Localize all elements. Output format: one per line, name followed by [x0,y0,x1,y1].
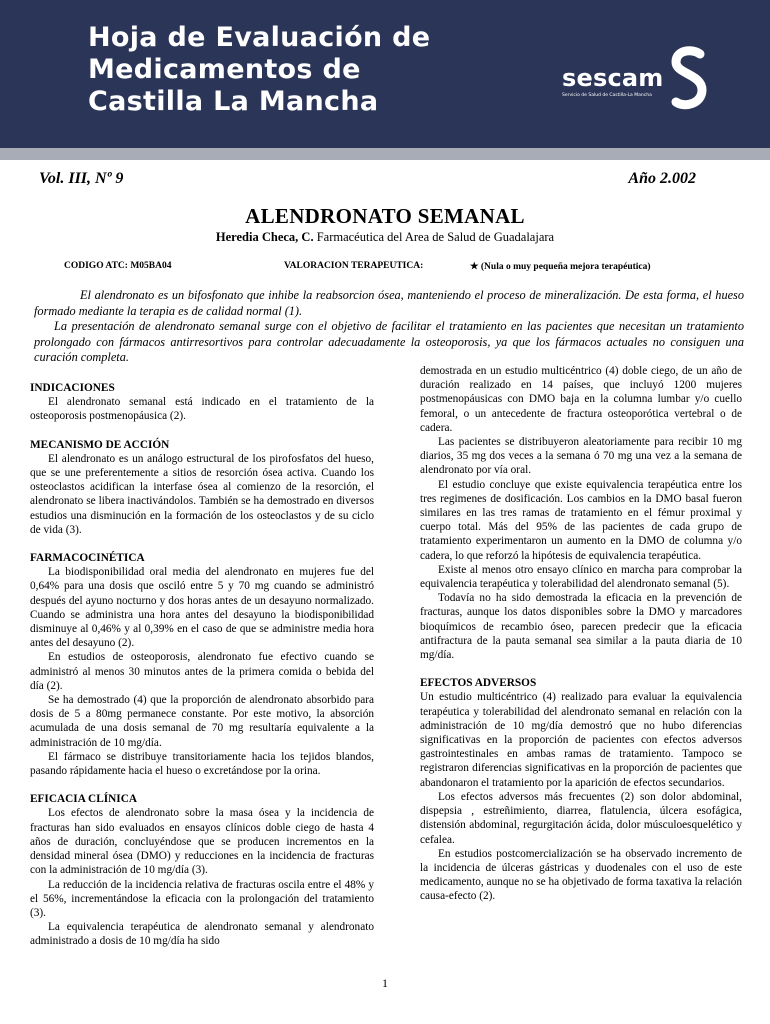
atc-code: CODIGO ATC: M05BA04 [64,261,172,271]
paragraph: Se ha demostrado (4) que la proporción de alendronato absorbido para dosis de 5 a 80mg permanece constante. Por este motivo, la absorción acumulada de una dosis semanal de 70 mg resultaría equivalente a la administración de 10 mg/día. [30,694,374,749]
journal-title-line: Castilla La Mancha [88,86,379,117]
journal-title-line: Medicamentos de [88,54,361,85]
header-banner [0,0,770,148]
paragraph: El estudio concluye que existe equivalencia terapéutica entre los tres regimenes de dosificación. Los cambios en la DMO basal fueron similares en las tres ramas de tratamiento en el fémur proximal y cuerpo total. Más del 95% de las pacientes de cada grupo de tratamiento experimentaron un aumento en la DMO de columna y/o cadera, lo que reforzó la hipótesis de equivalencia terapéutica. [420,478,742,562]
paragraph: Las pacientes se distribuyeron aleatoriamente para recibir 10 mg diarios, 35 mg dos veces a la semana ó 70 mg una vez a la semana de alendronato por vía oral. [420,436,742,477]
paragraph: El fármaco se distribuye transitoriamente hacia los tejidos blandos, pasando rápidamente hacia el hueso o excretándose por la orina. [30,750,374,778]
left-column [30,381,374,949]
paragraph: La equivalencia terapéutica de alendronato semanal y alendronato administrado a dosis de 10 mg/día ha sido [30,921,374,948]
logo-text: sescam [562,64,664,92]
author-line [0,230,770,245]
sescam-logo [562,46,702,116]
section-heading: FARMACOCINÉTICA [30,552,145,565]
abstract [34,288,744,366]
volume-number: Vol. III, Nº 9 [39,170,124,187]
journal-title-line: Hoja de Evaluación de [88,22,431,53]
journal-title [88,22,430,118]
section-heading: MECANISMO DE ACCIÓN [30,438,170,451]
paragraph: La biodisponibilidad oral media del alendronato en mujeres fue del 0,64% para una dosis que osciló entre 5 y 70 mg cuando se administró después del ayuno nocturno y dos horas antes de un desayuno normalizado. Cuando se administra una hora antes del desayuno la biodisponibilidad disminuye al 0,46% y al 0,39% en el caso de que se administre media hora antes del desayuno (2). [30,566,374,650]
paragraph: Todavía no ha sido demostrada la eficacia en la prevención de fracturas, aunque los datos disponibles sobre la DMO y marcadores bioquímicos de recambio óseo, parecen predecir que la eficacia antifractura de la pauta semanal sea similar a la pauta diaria de 10 mg/día. [420,592,742,662]
right-column [420,364,742,904]
paragraph: La reducción de la incidencia relativa de fracturas oscila entre el 48% y el 56%, incrementándose la eficacia con la prolongación del tratamiento (3). [30,878,374,919]
paragraph: En estudios de osteoporosis, alendronato fue efectivo cuando se administró al menos 30 minutos antes de la primera comida o bebida del día (2). [30,651,374,692]
abstract-paragraph: La presentación de alendronato semanal surge con el objetivo de facilitar el tratamiento en las pacientes que necesitan un tratamiento prolongado con fármacos antirresortivos para controlar adecuadamente la osteoporosis, ya que los fármacos actuales no consiguen una curación completa. [34,319,744,364]
author-name: Heredia Checa, C. [215,230,314,244]
sescam-s-icon [670,46,708,112]
paragraph: Los efectos adversos más frecuentes (2) son dolor abdominal, dispepsia , estreñimiento, diarrea, flatulencia, úlcera esofágica, distensión abdominal, regurgitación ácida, dolor músculoesquelético y cefalea. [420,790,742,846]
article-title: ALENDRONATO SEMANAL [245,204,525,228]
section-heading: INDICACIONES [30,382,115,394]
logo-subtitle: Servicio de Salud de Castilla-La Mancha [562,93,652,98]
author-affiliation: Farmacéutica del Area de Salud de Guadalajara [316,230,555,244]
header-strip [0,148,770,160]
paragraph: El alendronato semanal está indicado en el tratamiento de la osteoporosis postmenopáusica (2). [30,396,374,423]
paragraph: Existe al menos otro ensayo clínico en marcha para comprobar la equivalencia terapéutica y tolerabilidad del alendronato semanal (5). [420,563,742,591]
valoracion-value: ★ (Nula o muy pequeña mejora terapéutica) [470,262,651,272]
valoracion-label: VALORACION TERAPEUTICA: [284,261,424,271]
section-heading: EFICACIA CLÍNICA [30,793,138,806]
paragraph: demostrada en un estudio multicéntrico (4) doble ciego, de un año de duración realizado en 14 países, que incluyó 1200 mujeres postmenopáusicas con DMO baja en la columna lumbar y/o cuello femoral, o un antecedente de fractura osteoporótica vertebral o de cadera. [420,365,742,434]
section-heading: EFECTOS ADVERSOS [420,677,537,690]
page-number: 1 [382,976,388,990]
year-label: Año 2.002 [628,170,696,187]
paragraph: En estudios postcomercialización se ha observado incremento de la incidencia de úlceras gástricas y duodenales con el uso de este medicamento, aunque no se ha objetivado de forma taxativa la relación causa-efecto (2). [420,847,742,903]
abstract-paragraph: El alendronato es un bifosfonato que inhibe la reabsorcion ósea, manteniendo el proceso de mineralización. De esta forma, el hueso formado mediante la terapia es de calidad normal (1). [34,288,744,318]
paragraph: Un estudio multicéntrico (4) realizado para evaluar la equivalencia terapéutica y tolerabilidad del alendronato semanal en relación con la administración de 10 mg/día demostró que no hubo diferencias significativas en la proporción de pacientes con efectos adversos gastrointestinales en ambas ramas de tratamiento. Tampoco se registraron diferencias significativas en la proporción de pacientes que abandonaron el tratamiento por la aparición de efectos secundarios. [420,691,742,789]
paragraph: Los efectos de alendronato sobre la masa ósea y la incidencia de fracturas han sido evaluados en ensayos clínicos doble ciego de hasta 4 años de duración, concluyéndose que se producen incrementos en la densidad mineral ósea (DMO) y reducciones en la incidencia de fracturas con la administración de 10 mg/día (3). [30,807,374,877]
paragraph: El alendronato es un análogo estructural de los pirofosfatos del hueso, que se une preferentemente a sitios de resorción ósea activa. Cuando los osteoclastos acidifican la interfase ósea al comienzo de la resorción, el alendronato se libera inactivándolos. También se ha demostrado en diversos estudios una disminución en la formación de los osteoclastos y de su ciclo de vida (3). [30,452,374,536]
